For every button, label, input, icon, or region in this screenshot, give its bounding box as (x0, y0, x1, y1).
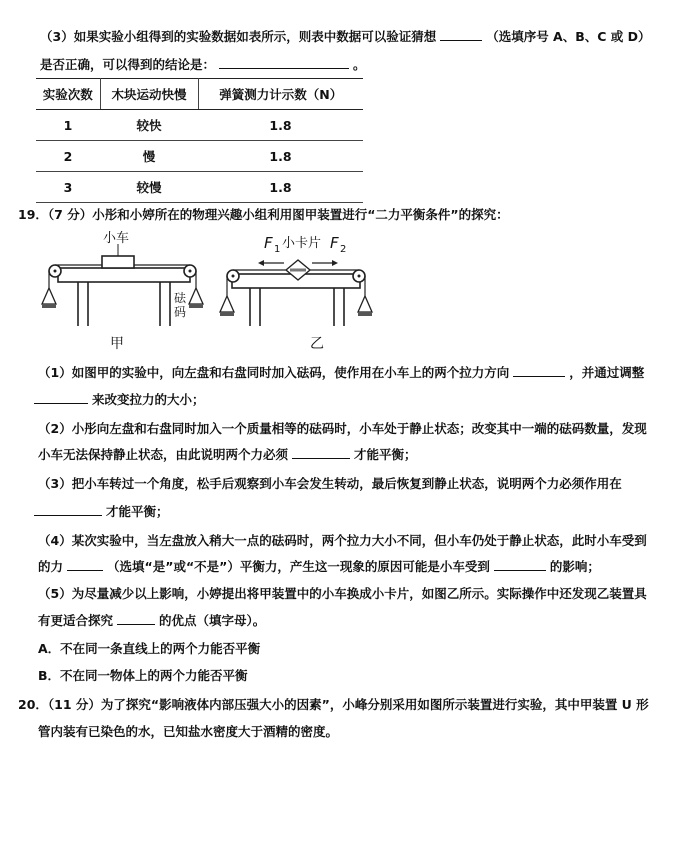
answer-blank (67, 558, 103, 571)
q19-p5-text-c: 的优点（填字母）。 (159, 613, 266, 628)
answer-blank (440, 28, 482, 41)
table-cell: 1.8 (198, 172, 363, 203)
q19-p1-line-1 (38, 364, 644, 382)
option-a: A．不在同一条直线上的两个力能否平衡 (38, 641, 261, 656)
q19-p5-text-b: 有更适合探究 (38, 613, 114, 628)
q19-p4-line-1: （4）某次实验中，当左盘放入稍大一点的砝码时，两个拉力大小不同，但小车仍处于静止状态，此时小车受到 (38, 533, 647, 548)
q19-header: 19．（7 分）小彤和小婷所在的物理兴趣小组利用图甲装置进行“二力平衡条件”的探究： (18, 207, 509, 222)
q3-end: 。 (353, 57, 366, 72)
table-header-cell: 木块运动快慢 (100, 79, 198, 110)
q3-text-b: （选填序号 A、B、C 或 D） (486, 29, 651, 44)
q20-line-2: 管内装有已染色的水，已知盐水密度大于酒精的密度。 (38, 724, 339, 739)
q19-p4-text-c: （选填“是”或“不是”）平衡力，产生这一现象的原因可能是小车受到 (107, 559, 490, 574)
label-f2-sub: 2 (340, 244, 347, 255)
q19-p4-text-b: 的力 (38, 559, 64, 574)
figure-yi (220, 234, 372, 352)
label-f1-sub: 1 (274, 244, 281, 255)
table-cell: 较快 (100, 110, 198, 141)
q19-p1-text-b: ，并通过调整 (569, 365, 645, 380)
table-header-cell: 弹簧测力计示数（N） (198, 79, 363, 110)
experiment-table (36, 78, 363, 203)
table-cell: 1.8 (198, 110, 363, 141)
table-cell: 1 (36, 110, 100, 141)
q19-p1-text-a: （1）如图甲的实验中，向左盘和右盘同时加入砝码，使作用在小车上的两个拉力方向 (38, 365, 510, 380)
answer-blank (219, 56, 349, 69)
apparatus-figures (0, 226, 695, 354)
q19-p3-text-b: 才能平衡； (106, 504, 169, 519)
option-b: B．不在同一物体上的两个力能否平衡 (38, 668, 248, 683)
q19-p2-line-2 (38, 446, 417, 464)
q19-p1-line-2 (30, 391, 205, 409)
q19-p4-line-2 (38, 558, 600, 576)
q19-p4-text-d: 的影响； (549, 559, 600, 574)
q19-p5-line-1: （5）为尽量减少以上影响，小婷提出将甲装置中的小车换成小卡片，如图乙所示。实际操作中还发现乙装置具 (38, 586, 647, 601)
answer-blank (513, 364, 565, 377)
label-weights-1: 砝 (174, 291, 187, 305)
q20-line-1: 20．（11 分）为了探究“影响液体内部压强大小的因素”，小峰分别采用如图所示装置进行实验，其中甲装置 U 形 (18, 697, 649, 712)
q19-p3-line-1: （3）把小车转过一个角度，松手后观察到小车会发生转动，最后恢复到静止状态，说明两个力必须作用在 (38, 476, 622, 491)
table-header-row (36, 79, 363, 110)
table-row (36, 141, 363, 172)
table-cell: 1.8 (198, 141, 363, 172)
q3-text-c: 是否正确，可以得到的结论是： (40, 57, 216, 72)
table-header-cell: 实验次数 (36, 79, 100, 110)
table-cell: 较慢 (100, 172, 198, 203)
answer-blank (34, 503, 102, 516)
table-cell: 2 (36, 141, 100, 172)
q3-line-1 (40, 28, 651, 46)
q19-p3-line-2 (30, 503, 169, 521)
answer-blank (292, 446, 350, 459)
table-cell: 3 (36, 172, 100, 203)
label-f1: F (264, 234, 273, 252)
label-yi: 乙 (310, 336, 324, 352)
answer-blank (117, 612, 155, 625)
q19-p1-text-c: 来改变拉力的大小； (92, 392, 205, 407)
table-row (36, 172, 363, 203)
q3-text-a: （3）如果实验小组得到的实验数据如表所示，则表中数据可以验证猜想 (40, 29, 437, 44)
answer-blank (34, 391, 88, 404)
table-row (36, 110, 363, 141)
label-f2: F (330, 234, 339, 252)
label-jia: 甲 (110, 336, 124, 352)
q19-p2-text-b: 小车无法保持静止状态，由此说明两个力必须 (38, 447, 289, 462)
answer-blank (494, 558, 546, 571)
cart-shape (102, 256, 134, 268)
label-weights-2: 码 (174, 305, 187, 319)
q19-p5-line-2 (38, 612, 265, 630)
q19-p2-line-1: （2）小彤向左盘和右盘同时加入一个质量相等的砝码时，小车处于静止状态；改变其中一端的砝码数量，发现 (38, 421, 647, 436)
q19-p2-text-c: 才能平衡； (354, 447, 417, 462)
label-cart: 小车 (103, 231, 130, 246)
table-cell: 慢 (100, 141, 198, 172)
label-card: 小卡片 (282, 236, 322, 251)
figure-jia (42, 231, 203, 352)
q3-line-2 (40, 56, 366, 74)
